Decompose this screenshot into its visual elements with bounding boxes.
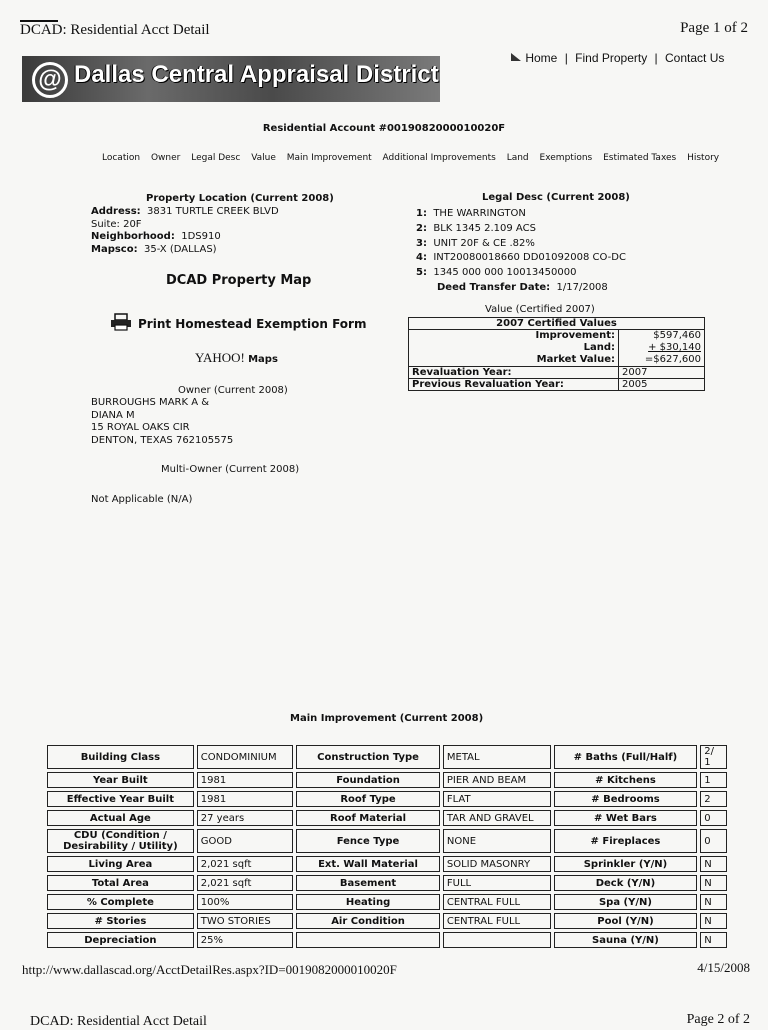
neighborhood-label: Neighborhood: [91, 231, 175, 242]
improvement-field-label: Heating [296, 894, 440, 910]
legal-desc-block [416, 207, 626, 296]
mapsco-value: 35-X (DALLAS) [143, 243, 217, 255]
revaluation-year-label: Revaluation Year: [409, 367, 619, 379]
improvement-field-label: Ext. Wall Material [296, 856, 440, 872]
legal-line-number: 5: [416, 267, 427, 279]
land-label: Land: [583, 342, 615, 353]
market-value: =$627,600 [644, 354, 701, 365]
improvement-field-label: Basement [296, 875, 440, 891]
table-row [47, 791, 727, 807]
contact-us-link[interactable]: Contact Us [665, 51, 725, 65]
improvement-field-value: GOOD [197, 829, 293, 853]
address-label: Address: [91, 206, 141, 217]
tab-exemptions[interactable]: Exemptions [539, 153, 593, 163]
tab-history[interactable]: History [687, 153, 720, 163]
print-form-label: Print Homestead Exemption Form [138, 317, 367, 331]
mapsco-label: Mapsco: [91, 243, 138, 255]
improvement-value: $597,460 [653, 330, 701, 341]
deed-transfer-label: Deed Transfer Date: [437, 281, 551, 293]
value-labels [409, 330, 619, 367]
legal-line-text: 1345 000 000 10013450000 [433, 267, 577, 279]
legal-line-text: BLK 1345 2.109 ACS [433, 222, 536, 234]
main-improvement-title: Main Improvement (Current 2008) [290, 713, 484, 724]
tab-additional-improvements[interactable]: Additional Improvements [382, 153, 496, 163]
print-header-title: DCAD: Residential Acct Detail [20, 22, 210, 38]
improvement-field-value: 2,021 sqft [197, 856, 293, 872]
improvement-field-label: Spa (Y/N) [554, 894, 698, 910]
table-row [47, 894, 727, 910]
improvement-label: Improvement: [535, 330, 615, 341]
print-homestead-form-link[interactable] [110, 313, 366, 331]
land-value: + $30,140 [648, 342, 701, 353]
improvement-field-label: Roof Material [296, 810, 440, 826]
improvement-field-value: 100% [197, 894, 293, 910]
improvement-field-label: Effective Year Built [47, 791, 194, 807]
improvement-field-value: FLAT [443, 791, 551, 807]
improvement-field-value: 1981 [197, 772, 293, 788]
improvement-field-label: Total Area [47, 875, 194, 891]
improvement-field-label: Depreciation [47, 932, 194, 948]
page2-header-page: Page 2 of 2 [686, 1012, 750, 1027]
improvement-field-label: Sprinkler (Y/N) [554, 856, 698, 872]
improvement-field-label: Fence Type [296, 829, 440, 853]
market-value-label: Market Value: [536, 354, 615, 365]
legal-line-number: 4: [416, 252, 427, 264]
improvement-field-value: 1 [700, 772, 727, 788]
tab-value[interactable]: Value [251, 153, 276, 163]
improvement-field-label: Building Class [47, 745, 194, 769]
improvement-field-label: # Fireplaces [554, 829, 698, 853]
table-row [47, 875, 727, 891]
improvement-field-value: FULL [443, 875, 551, 891]
improvement-field-label: Year Built [47, 772, 194, 788]
yahoo-maps-link[interactable] [195, 350, 278, 366]
property-map-link[interactable]: DCAD Property Map [166, 273, 312, 288]
improvement-field-label: # Baths (Full/Half) [554, 745, 698, 769]
footer-url: http://www.dallascad.org/AcctDetailRes.aspx?ID=00190820000100​20F [22, 962, 397, 977]
page2-header-title: DCAD: Residential Acct Detail [30, 1014, 207, 1029]
multi-owner-title: Multi-Owner (Current 2008) [161, 464, 300, 475]
improvement-field-value [443, 932, 551, 948]
dcad-logo-banner[interactable] [22, 56, 440, 102]
improvement-field-label: # Bedrooms [554, 791, 698, 807]
value-caption: Value (Certified 2007) [485, 304, 595, 315]
table-row [47, 932, 727, 948]
improvement-field-label: # Wet Bars [554, 810, 698, 826]
table-row [47, 772, 727, 788]
table-row [47, 810, 727, 826]
improvement-field-label: # Kitchens [554, 772, 698, 788]
property-location-block [91, 206, 279, 256]
improvement-field-value: CONDOMINIUM [197, 745, 293, 769]
improvement-field-value: 27 years [197, 810, 293, 826]
improvement-field-value: CENTRAL FULL [443, 913, 551, 929]
home-link[interactable]: Home [525, 51, 558, 65]
improvement-field-label: Pool (Y/N) [554, 913, 698, 929]
tab-location[interactable]: Location [102, 153, 141, 163]
value-amounts [619, 330, 705, 367]
legal-desc-title: Legal Desc (Current 2008) [482, 192, 630, 203]
improvement-field-value: N [700, 932, 727, 948]
improvement-field-value: 2/ 1 [700, 745, 727, 769]
improvement-field-value: TWO STORIES [197, 913, 293, 929]
printer-icon [110, 313, 132, 331]
improvement-field-label [296, 932, 440, 948]
improvement-field-value: SOLID MASONRY [443, 856, 551, 872]
owner-line: DIANA M [91, 409, 135, 421]
improvement-field-value: N [700, 856, 727, 872]
section-tabs [102, 153, 727, 163]
suite-value: Suite: 20F [91, 218, 142, 230]
table-row [47, 829, 727, 853]
main-improvement-table [44, 742, 730, 951]
improvement-field-label: # Stories [47, 913, 194, 929]
tab-legal-desc[interactable]: Legal Desc [191, 153, 241, 163]
improvement-field-value: 0 [700, 810, 727, 826]
certified-values-header: 2007 Certified Values [409, 318, 705, 330]
yahoo-logo: YAHOO! [195, 350, 245, 365]
previous-revaluation-value: 2005 [619, 379, 705, 391]
find-property-link[interactable]: Find Property [575, 51, 648, 65]
improvement-field-value: TAR AND GRAVEL [443, 810, 551, 826]
improvement-field-value: 1981 [197, 791, 293, 807]
tab-main-improvement[interactable]: Main Improvement [286, 153, 372, 163]
tab-owner[interactable]: Owner [150, 153, 181, 163]
legal-line-number: 2: [416, 222, 427, 234]
improvement-field-value: METAL [443, 745, 551, 769]
table-row [47, 913, 727, 929]
owner-line: DENTON, TEXAS 762105575 [91, 434, 234, 446]
table-row [47, 856, 727, 872]
multi-owner-value: Not Applicable (N/A) [91, 494, 193, 505]
nav-separator: | [564, 51, 568, 65]
improvement-field-value: NONE [443, 829, 551, 853]
improvement-field-label: CDU (Condition / Desirability / Utility) [47, 829, 194, 853]
improvement-field-value: PIER AND BEAM [443, 772, 551, 788]
improvement-field-value: CENTRAL FULL [443, 894, 551, 910]
table-row [47, 745, 727, 769]
improvement-field-label: Deck (Y/N) [554, 875, 698, 891]
improvement-field-label: Foundation [296, 772, 440, 788]
owner-title: Owner (Current 2008) [178, 385, 288, 396]
improvement-field-value: 2,021 sqft [197, 875, 293, 891]
legal-line-number: 3: [416, 237, 427, 249]
yahoo-maps-label: Maps [248, 354, 278, 365]
improvement-field-label: Living Area [47, 856, 194, 872]
neighborhood-value: 1DS910 [181, 231, 221, 242]
improvement-field-label: Air Condition [296, 913, 440, 929]
improvement-field-value: N [700, 894, 727, 910]
arrow-icon [510, 52, 522, 62]
revaluation-year-value: 2007 [619, 367, 705, 379]
owner-line: 15 ROYAL OAKS CIR [91, 422, 190, 433]
improvement-field-label: Actual Age [47, 810, 194, 826]
owner-line: BURROUGHS MARK A & [91, 397, 210, 408]
address-value: 3831 TURTLE CREEK BLVD [147, 206, 279, 217]
improvement-field-label: Sauna (Y/N) [554, 932, 698, 948]
nav-separator: | [654, 51, 658, 65]
legal-line-text: INT20080018660 DD01092008 CO-DC [433, 252, 626, 264]
owner-block [91, 397, 233, 447]
improvement-field-label: Construction Type [296, 745, 440, 769]
legal-line-text: UNIT 20F & CE .82% [433, 237, 535, 249]
improvement-field-label: Roof Type [296, 791, 440, 807]
legal-line-number: 1: [416, 208, 427, 219]
improvement-field-value: 2 [700, 791, 727, 807]
footer-date: 4/15/2008 [697, 960, 750, 975]
deed-transfer-date: 1/17/2008 [556, 281, 608, 293]
at-logo-icon: @ [32, 62, 68, 98]
tab-land[interactable]: Land [506, 153, 529, 163]
improvement-field-value: N [700, 913, 727, 929]
improvement-field-label: % Complete [47, 894, 194, 910]
property-location-title: Property Location (Current 2008) [146, 193, 334, 204]
banner-text: Dallas Central Appraisal District [74, 61, 439, 88]
tab-estimated-taxes[interactable]: Estimated Taxes [603, 153, 677, 163]
print-header-page: Page 1 of 2 [680, 20, 748, 36]
certified-values-table [408, 317, 705, 391]
account-title: Residential Account #00190820000100​20F [262, 123, 506, 134]
previous-revaluation-label: Previous Revaluation Year: [409, 379, 619, 391]
improvement-field-value: 0 [700, 829, 727, 853]
improvement-field-value: 25% [197, 932, 293, 948]
top-nav [510, 51, 728, 65]
legal-line-text: THE WARRINGTON [433, 208, 526, 219]
improvement-field-value: N [700, 875, 727, 891]
